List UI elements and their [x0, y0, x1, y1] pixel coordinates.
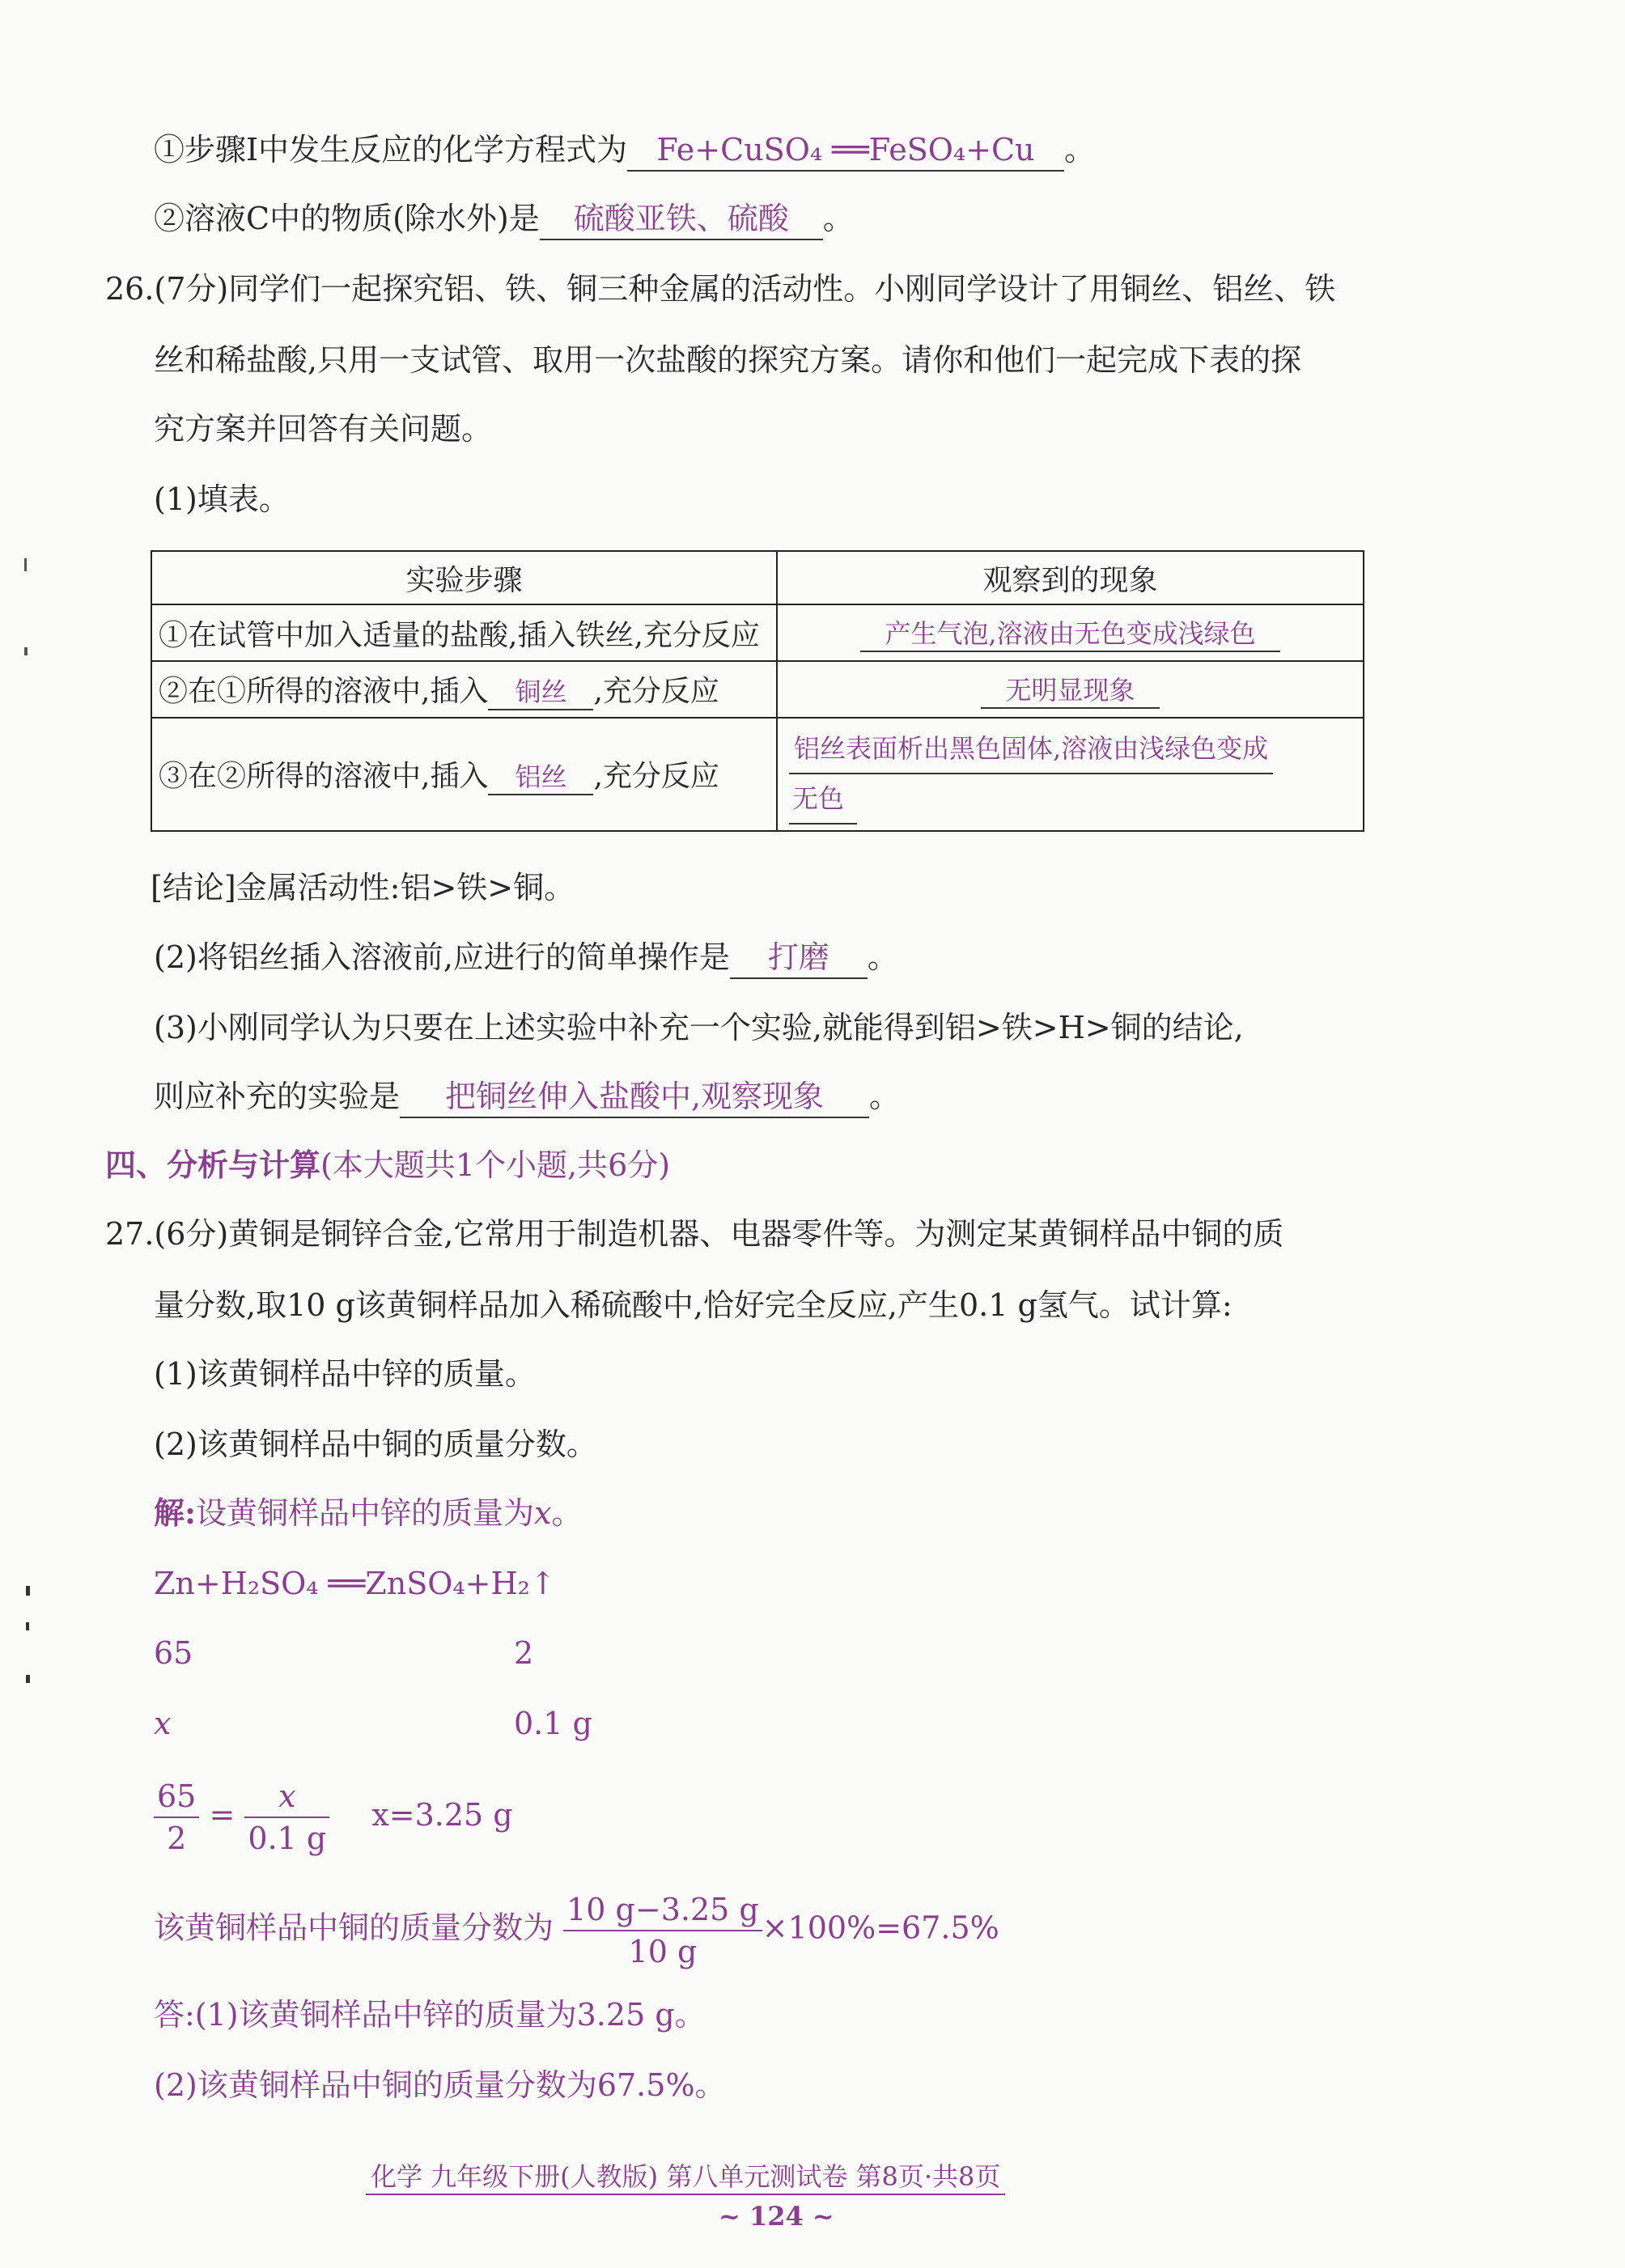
q26-part3-answer: 把铜丝伸入盐酸中,观察现象: [400, 1076, 869, 1118]
row2-answer: 无明显现象: [981, 670, 1159, 709]
table-row: [151, 661, 1364, 718]
q27-part1: (1)该黄铜样品中锌的质量。: [154, 1356, 536, 1392]
fraction-line: [154, 1889, 999, 1972]
row2-step-pre: ②在①所得的溶液中,插入: [159, 675, 489, 708]
solution-setup-end: 。: [551, 1495, 583, 1531]
ratio-fraction-1: $\frac{65}{2}$: [154, 1776, 199, 1859]
mass-zn: 65: [154, 1635, 193, 1671]
scan-mark: [26, 1675, 30, 1683]
copper-fraction: $\frac{10 g-3.25 g}{10 g}$: [563, 1889, 762, 1972]
q26-part3-line1: (3)小刚同学认为只要在上述实验中补充一个实验,就能得到铝>铁>H>铜的结论,: [154, 1010, 1244, 1045]
row1-step: ①在试管中加入适量的盐酸,插入铁丝,充分反应: [151, 604, 777, 661]
q25-line1: [154, 129, 1095, 172]
ratio-equation: $\frac{65}{2}$ = $\frac{x}{0.1 g}$ x=3.25 g: [154, 1776, 513, 1859]
header-phenomenon: 观察到的现象: [777, 551, 1364, 604]
row2-step-post: ,充分反应: [593, 675, 719, 708]
footer-info: 化学 九年级下册(人教版) 第八单元测试卷 第8页·共8页: [366, 2156, 1005, 2195]
known-h2: 0.1 g: [514, 1706, 592, 1741]
row3-answer-line2: 无色: [789, 774, 857, 825]
q26-part1: (1)填表。: [154, 481, 290, 517]
q26-stem-line1: 26.(7分)同学们一起探究铝、铁、铜三种金属的活动性。小刚同学设计了用铜丝、铝丝、铁: [105, 271, 1336, 307]
q26-part2-label: (2)将铝丝插入溶液前,应进行的简单操作是: [154, 939, 730, 975]
unknown-zn: x: [154, 1706, 172, 1741]
row3-fill: 铝丝: [488, 757, 593, 795]
q25-line2-end: 。: [822, 201, 854, 236]
q26-part3-line2: [154, 1076, 900, 1118]
ratio-result: x=3.25 g: [371, 1796, 513, 1833]
section-4-title: 四、分析与计算: [105, 1147, 321, 1183]
header-step: 实验步骤: [151, 551, 777, 604]
q26-stem-line2: 丝和稀盐酸,只用一支试管、取用一次盐酸的探究方案。请你和他们一起完成下表的探: [154, 342, 1302, 378]
table-header-row: [151, 551, 1364, 604]
q27-stem-line2: 量分数,取10 g该黄铜样品加入稀硫酸中,恰好完全反应,产生0.1 g氢气。试计算:: [154, 1287, 1233, 1323]
section-4-subtitle: (本大题共1个小题,共6分): [320, 1147, 671, 1183]
scan-mark: [26, 1622, 29, 1630]
ratio-fraction-2: $\frac{x}{0.1 g}$: [244, 1776, 329, 1859]
section-4-heading: [105, 1145, 670, 1185]
q27-part2: (2)该黄铜样品中铜的质量分数。: [154, 1427, 597, 1462]
q25-line2: [154, 198, 854, 240]
q25-line2-answer: 硫酸亚铁、硫酸: [540, 198, 823, 240]
q26-part3-end: 。: [869, 1079, 901, 1114]
row3-step-post: ,充分反应: [593, 760, 719, 793]
scan-mark: [24, 558, 27, 571]
q25-line2-label: ②溶液C中的物质(除水外)是: [154, 201, 540, 236]
answer-1: 答:(1)该黄铜样品中锌的质量为3.25 g。: [154, 1997, 706, 2033]
experiment-table: [151, 550, 1364, 832]
scan-mark: [24, 647, 28, 655]
table-row: [151, 604, 1364, 661]
q26-part2-answer: 打磨: [730, 937, 868, 979]
solution-jie: 解:: [154, 1494, 197, 1531]
solution-var: x: [534, 1495, 552, 1531]
solution-setup: [154, 1493, 583, 1533]
scan-mark: [26, 1586, 30, 1596]
q25-line1-label: ①步骤Ⅰ中发生反应的化学方程式为: [154, 132, 628, 167]
page-number: ~ 124 ~: [719, 2201, 834, 2232]
row2-fill: 铜丝: [488, 672, 593, 710]
row1-answer: 产生气泡,溶液由无色变成浅绿色: [860, 613, 1279, 652]
q27-stem-line1: 27.(6分)黄铜是铜锌合金,它常用于制造机器、电器零件等。为测定某黄铜样品中铜的质: [105, 1216, 1284, 1252]
q26-part2: [154, 937, 898, 979]
q26-part2-end: 。: [867, 939, 898, 975]
q25-line1-end: 。: [1064, 132, 1096, 167]
table-row: [151, 718, 1364, 831]
q26-conclusion: [结论]金属活动性:铝>铁>铜。: [151, 870, 575, 905]
fraction-label: 该黄铜样品中铜的质量分数为: [154, 1910, 554, 1946]
answer-2: (2)该黄铜样品中铜的质量分数为67.5%。: [154, 2067, 726, 2103]
row3-answer-line1: 铝丝表面析出黑色固体,溶液由浅绿色变成: [789, 724, 1273, 774]
q25-line1-answer: Fe+CuSO₄ ══FeSO₄+Cu: [627, 129, 1064, 172]
mass-h2: 2: [514, 1635, 534, 1671]
q26-stem-line3: 究方案并回答有关问题。: [154, 411, 493, 447]
q26-part3-label: 则应补充的实验是: [154, 1079, 401, 1114]
row3-step-pre: ③在②所得的溶液中,插入: [159, 760, 489, 793]
solution-setup-text: 设黄铜样品中锌的质量为: [196, 1495, 535, 1531]
fraction-tail: ×100%=67.5%: [762, 1910, 999, 1946]
solution-equation: Zn+H₂SO₄ ══ZnSO₄+H₂↑: [154, 1566, 556, 1601]
